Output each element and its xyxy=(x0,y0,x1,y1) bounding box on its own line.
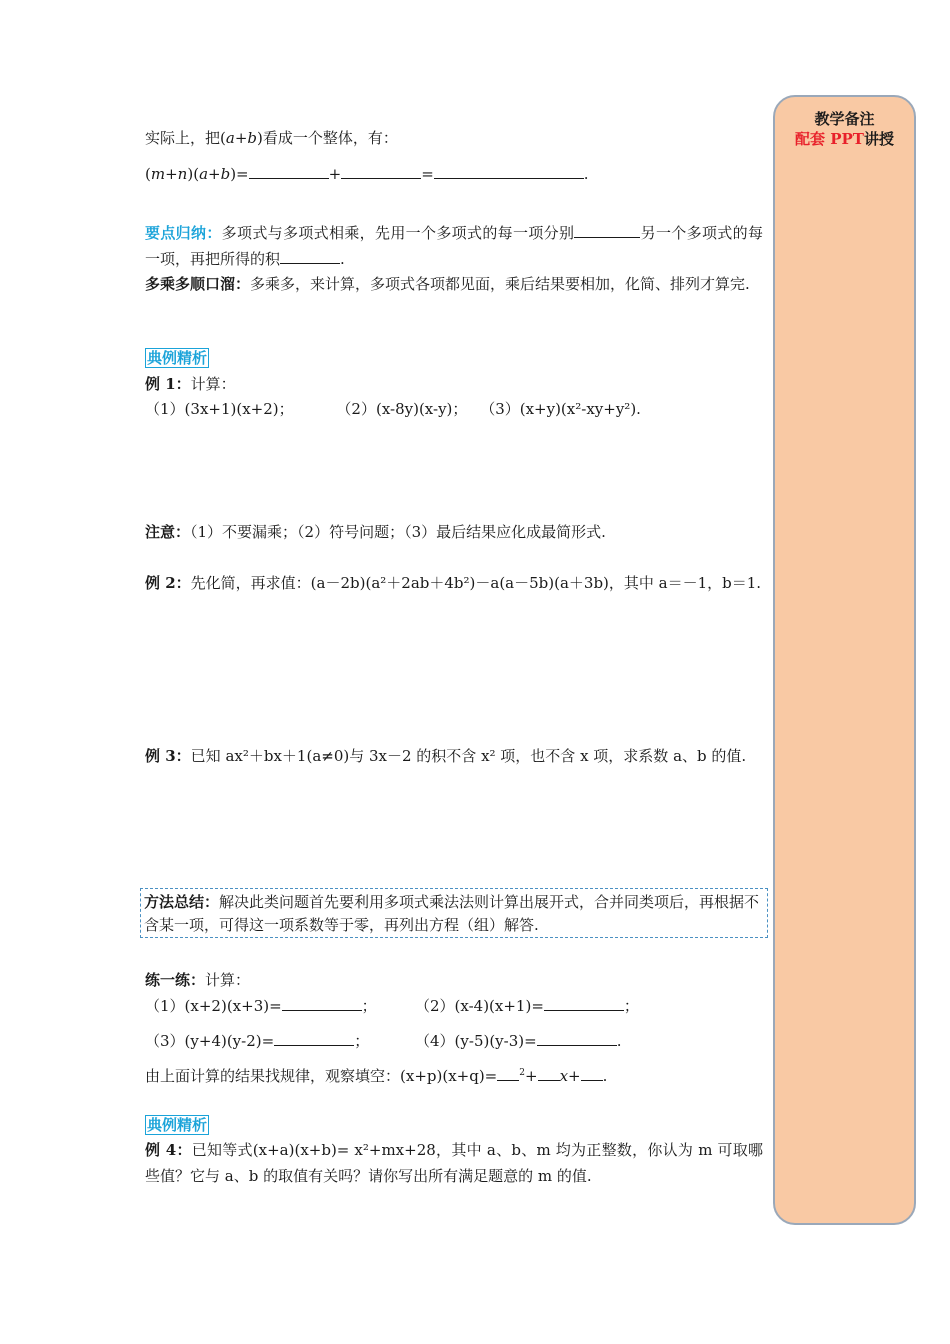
blank[interactable] xyxy=(282,994,362,1011)
key-points: 要点归纳：多项式与多项式相乘，先用一个多项式的每一项分别 另一个多项式的每一项，再把所得的积 . xyxy=(145,220,763,272)
key-points-label: 要点归纳： xyxy=(145,224,222,242)
example-2: 例 2：先化简，再求值：(a－2b)(a²＋2ab＋4b²)－a(a－5b)(a＋3b)，其中 a＝－1，b＝1. xyxy=(145,574,762,592)
section-tag-1: 典例精析 xyxy=(147,349,208,367)
blank[interactable] xyxy=(574,221,640,238)
example-3: 例 3：已知 ax²＋bx＋1(a≠0)与 3x－2 的积不含 x² 项，也不含 x 项，求系数 a、b 的值. xyxy=(145,747,747,765)
method-summary-box xyxy=(140,888,768,938)
ex1-part-2: （2）(x-8y)(x-y)； xyxy=(336,400,468,418)
ex1-part-3: （3）(x+y)(x²-xy+y²). xyxy=(480,400,641,418)
rhyme xyxy=(145,271,763,297)
method-text: 解决此类问题首先要利用多项式乘法法则计算出展开式，合并同类项后，再根据不含某一项，可得这一项系数等于零，再列出方程（组）解答. xyxy=(144,893,760,934)
blank[interactable] xyxy=(341,162,421,179)
rhyme-label: 多乘多顺口溜： xyxy=(145,275,251,293)
blank[interactable] xyxy=(274,1029,354,1046)
blank[interactable] xyxy=(249,162,329,179)
blank[interactable] xyxy=(497,1064,519,1081)
rhyme-text: 多乘多，来计算，多项式各项都见面，乘后结果要相加，化简、排列才算完. xyxy=(250,275,750,293)
example-4: 例 4：已知等式(x+a)(x+b)= x²+mx+28，其中 a、b、m 均为正整数，你认为 m 可取哪些值？它与 a、b 的取值有关吗？请你写出所有满足题意的 m 的值. xyxy=(145,1141,763,1185)
blank[interactable] xyxy=(581,1064,603,1081)
method-label: 方法总结： xyxy=(144,893,220,911)
note: 注意：（1）不要漏乘；（2）符号问题；（3）最后结果应化成最简形式. xyxy=(145,523,606,541)
teaching-notes-sidebar xyxy=(773,95,916,1225)
blank[interactable] xyxy=(280,247,340,264)
blank[interactable] xyxy=(538,1064,560,1081)
section-tag-2: 典例精析 xyxy=(147,1116,208,1134)
blank[interactable] xyxy=(544,994,624,1011)
practice-row-1: （1）(x+2)(x+3)= ； （2）(x-4)(x+1)= ； xyxy=(145,994,639,1018)
intro-line: 实际上，把(a+b)看成一个整体，有： xyxy=(145,129,398,147)
practice-row-2: （3）(y+4)(y-2)= ； （4）(y-5)(y-3)= . xyxy=(145,1029,621,1053)
sidebar-subtitle: 配套 PPT讲授 xyxy=(795,130,894,148)
example-1: 例 1：计算： xyxy=(145,375,236,393)
mn-expansion-line: (m+n)(a+b)= + = . xyxy=(145,162,589,186)
pattern-line: 由上面计算的结果找规律，观察填空：(x+p)(x+q)= $^2$+ x+ . xyxy=(145,1064,607,1088)
blank[interactable] xyxy=(434,162,584,179)
example-1-parts xyxy=(145,397,641,421)
practice: 练一练：计算： xyxy=(145,971,251,989)
blank[interactable] xyxy=(537,1029,617,1046)
ex1-part-1: （1）(3x+1)(x+2)； xyxy=(145,400,294,418)
sidebar-title: 教学备注 xyxy=(814,110,875,128)
